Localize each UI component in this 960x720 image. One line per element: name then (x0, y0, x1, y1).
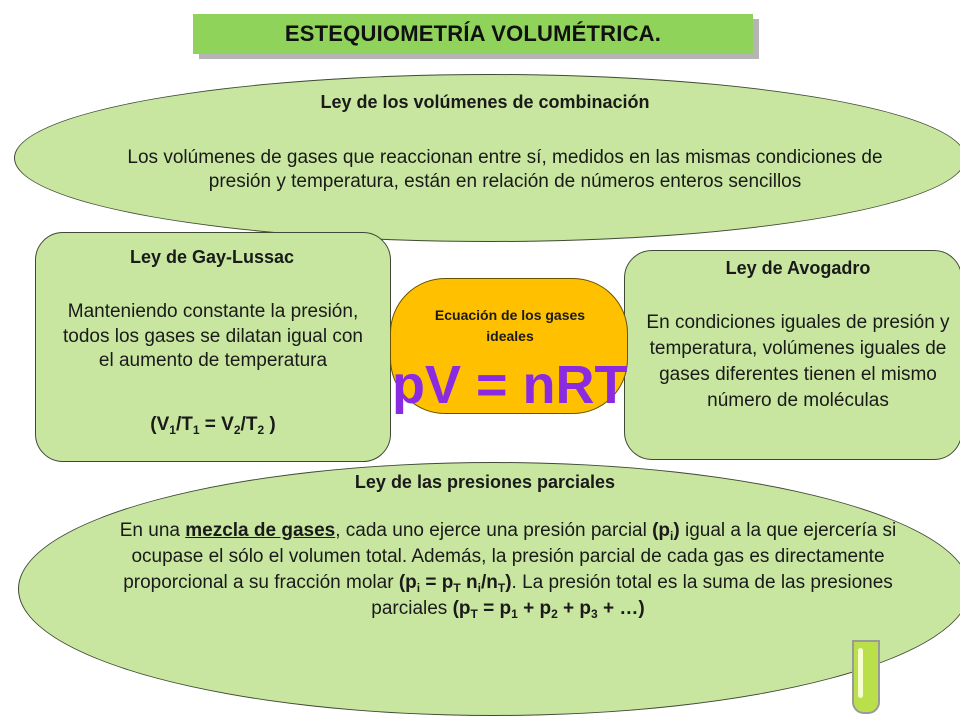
avogadro-text: En condiciones iguales de presión y temperatura, volúmenes iguales de gases diferentes tienen el mismo número de moléculas (646, 312, 950, 411)
presiones-heading: Ley de las presiones parciales (354, 472, 616, 492)
avogadro-heading: Ley de Avogadro (725, 258, 871, 278)
volumenes-text: Los volúmenes de gases que reaccionan entre sí, medidos en las mismas condiciones de presión y temperatura, están en relación de números enteros sencillos (127, 147, 883, 192)
volumenes-heading: Ley de los volúmenes de combinación (320, 92, 650, 112)
title-banner (193, 14, 753, 54)
gay-lussac-text: Manteniendo constante la presión, todos los gases se dilatan igual con el aumento de temperatura (63, 301, 363, 371)
test-tube-icon (852, 640, 880, 714)
page-title: ESTEQUIOMETRÍA VOLUMÉTRICA. (284, 21, 662, 46)
presiones-text: En una mezcla de gases, cada uno ejerce una presión parcial $(p_i)$ igual a la que ejercería si ocupase el sólo el volumen total. Además, la presión parcial de cada gas es directamente proporcional a su fracción molar ($p_i = p_T$ $n_i/n_T$). La presión total es la suma de las presiones parciales ($p_T = p_1 + p_2 + p_3$ + …) (119, 520, 897, 621)
gay-lussac-heading: Ley de Gay-Lussac (129, 247, 295, 267)
gay-lussac-formula: ($V_1/T_1 = V_2/T_2$ ) (150, 414, 276, 437)
test-tube-highlight (858, 648, 863, 698)
mezcla-link[interactable]: mezcla de gases (185, 520, 336, 541)
ecuacion-label: Ecuación de los gases ideales (434, 307, 586, 344)
ideal-gas-formula: pV = nRT (392, 355, 628, 415)
